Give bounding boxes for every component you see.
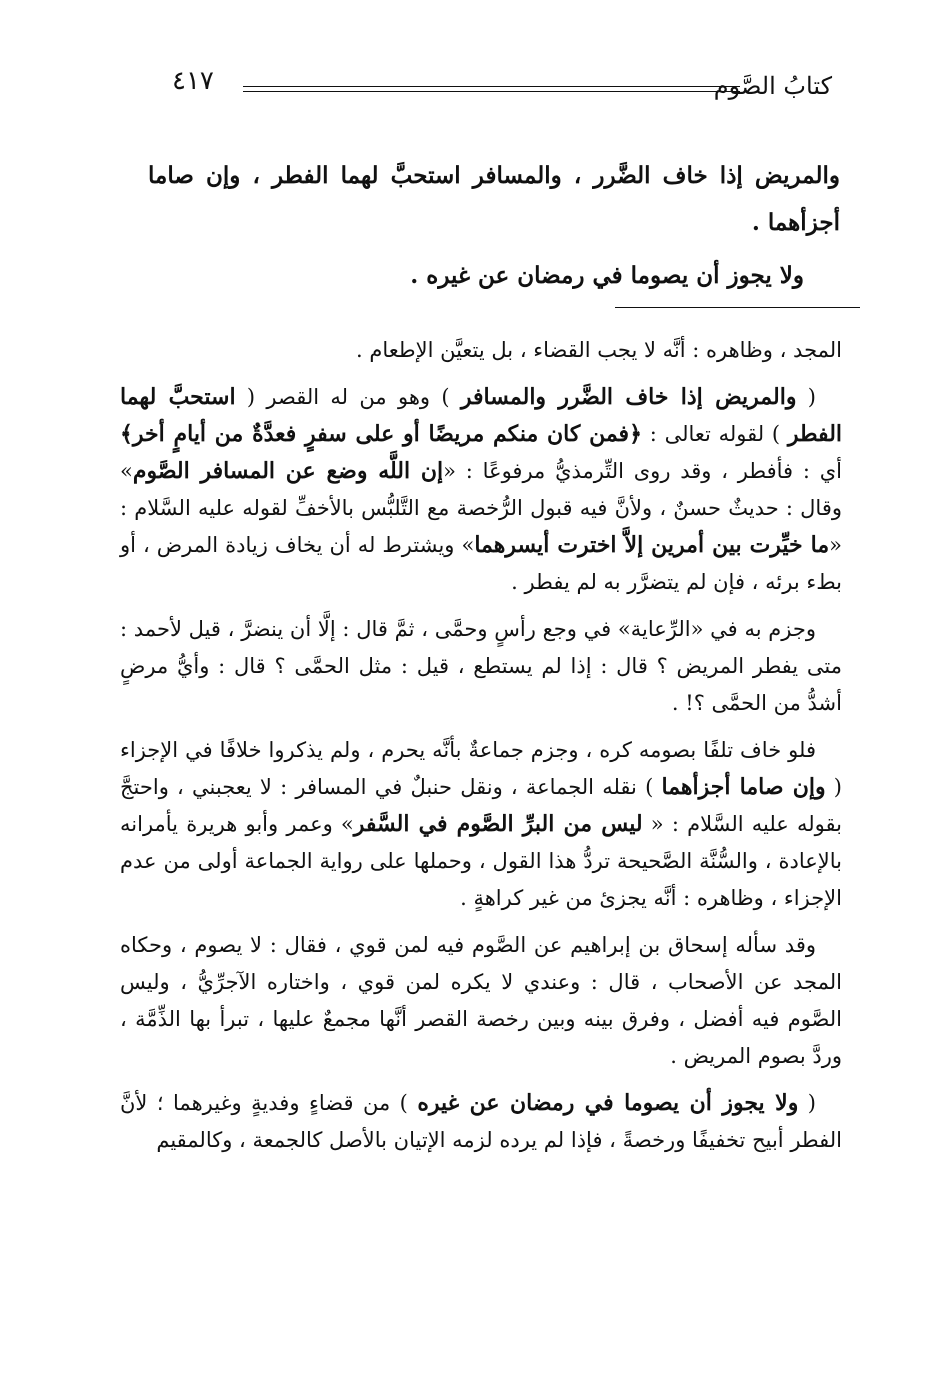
commentary-text: » وعمر وأبو هريرة يأمرانه بالإعادة ، والسُّنَّة الصَّحيحة تردُّ هذا القول ، وحملها على رواية الجماعة أولى من عدم الإجزاء ، وظاهره : أنَّه يجزئ من غير كراهةٍ . bbox=[120, 812, 842, 910]
quran-verse: ﴿فمن كان منكم مريضًا أو على سفرٍ فعدَّةٌ من أيامٍ أخر﴾ bbox=[120, 421, 642, 447]
commentary-text: ( bbox=[798, 1091, 817, 1115]
commentary bbox=[120, 332, 842, 1169]
commentary-text: ) لقوله تعالى : bbox=[641, 422, 788, 446]
hadith-text: ليس من البرِّ الصَّوم في السَّفر bbox=[353, 811, 643, 837]
header-rule bbox=[243, 86, 740, 87]
commentary-text: أي : فأفطر ، وقد روى التِّرمذيُّ مرفوعًا : « bbox=[443, 459, 842, 483]
hadith-text: ما خيِّرت بين أمرين إلاَّ اخترت أيسرهما bbox=[474, 532, 830, 558]
quoted-matn: وإن صاما أجزأهما bbox=[661, 774, 826, 800]
commentary-text: ( bbox=[796, 385, 816, 409]
commentary-text: » ويشترط له أن يخاف زيادة المرض ، أو بطء برئه ، فإن لم يتضرَّر به لم يفطر . bbox=[120, 533, 842, 594]
commentary-paragraph: وقد سأله إسحاق بن إبراهيم عن الصَّوم فيه لمن قوي ، فقال : لا يصوم ، وحكاه المجد عن الأصحاب ، قال : وعندي لا يكره لمن قوي ، واختاره الآجرِّيُّ ، وليس الصَّوم فيه أفضل ، وفرق بينه وبين رخصة القصر أنَّها مجمعٌ عليها ، تبرأ بها الذِّمَّة ، وردَّ بصوم المريض . bbox=[120, 933, 842, 1068]
main-text-line: والمريض إذا خاف الضَّرر ، والمسافر استحبَّ لهما الفطر ، وإن صاما أجزأهما . bbox=[148, 162, 840, 236]
commentary-paragraph: المجد ، وظاهره : أنَّه لا يجب القضاء ، بل يتعيَّن الإطعام . bbox=[356, 338, 842, 362]
commentary-text: ) نقله الجماعة ، ونقل حنبلٌ في المسافر : لا يعجبني ، واحتجَّ بقوله عليه السَّلام : « bbox=[120, 775, 842, 836]
commentary-paragraph bbox=[120, 379, 842, 601]
commentary-paragraph: وجزم به في «الرِّعاية» في وجع رأسٍ وحمَّى ، ثمَّ قال : إلَّا أن ينضرَّ ، قيل لأحمد : متى يفطر المريض ؟ قال : إذا لم يستطع ، قيل : مثل الحمَّى ؟ قال : وأيُّ مرضٍ أشدُّ من الحمَّى ؟! . bbox=[120, 617, 842, 715]
text-divider bbox=[615, 307, 860, 308]
commentary-text: ) وهو من له القصر ( bbox=[235, 385, 461, 409]
quoted-matn: والمريض إذا خاف الضَّرر والمسافر bbox=[460, 384, 797, 410]
running-header-title: كتابُ الصَّوم bbox=[713, 72, 832, 100]
commentary-text: فلو خاف تلفًا بصومه كره ، وجزم جماعةٌ بأنَّه يحرم ، ولم يذكروا خلافًا في الإجزاء ( bbox=[120, 738, 842, 799]
page-number: ٤١٧ bbox=[172, 66, 214, 96]
commentary-text: » وقال : حديثٌ حسنٌ ، ولأنَّ فيه قبول الرُّخصة مع التَّلبُّس بالأخفِّ لقوله عليه السَّلام : « bbox=[120, 459, 843, 557]
quoted-matn: استحبَّ لهما الفطر bbox=[120, 384, 843, 447]
quoted-matn: ولا يجوز أن يصوما في رمضان عن غيره bbox=[417, 1090, 799, 1116]
commentary-paragraph bbox=[120, 732, 842, 917]
hadith-text: إن اللَّه وضع عن المسافر الصَّوم bbox=[132, 458, 444, 484]
header-rule-inner bbox=[243, 91, 740, 92]
commentary-text: ) من قضاءٍ وفديةٍ وغيرهما ؛ لأنَّ الفطر أبيح تخفيفًا ورخصةً ، فإذا لم يرده لزمه الإتيان بالأصل كالجمعة ، وكالمقيم bbox=[120, 1091, 842, 1152]
main-text bbox=[148, 152, 840, 299]
commentary-paragraph bbox=[120, 1085, 842, 1159]
main-text-line: ولا يجوز أن يصوما في رمضان عن غيره . bbox=[410, 262, 804, 289]
